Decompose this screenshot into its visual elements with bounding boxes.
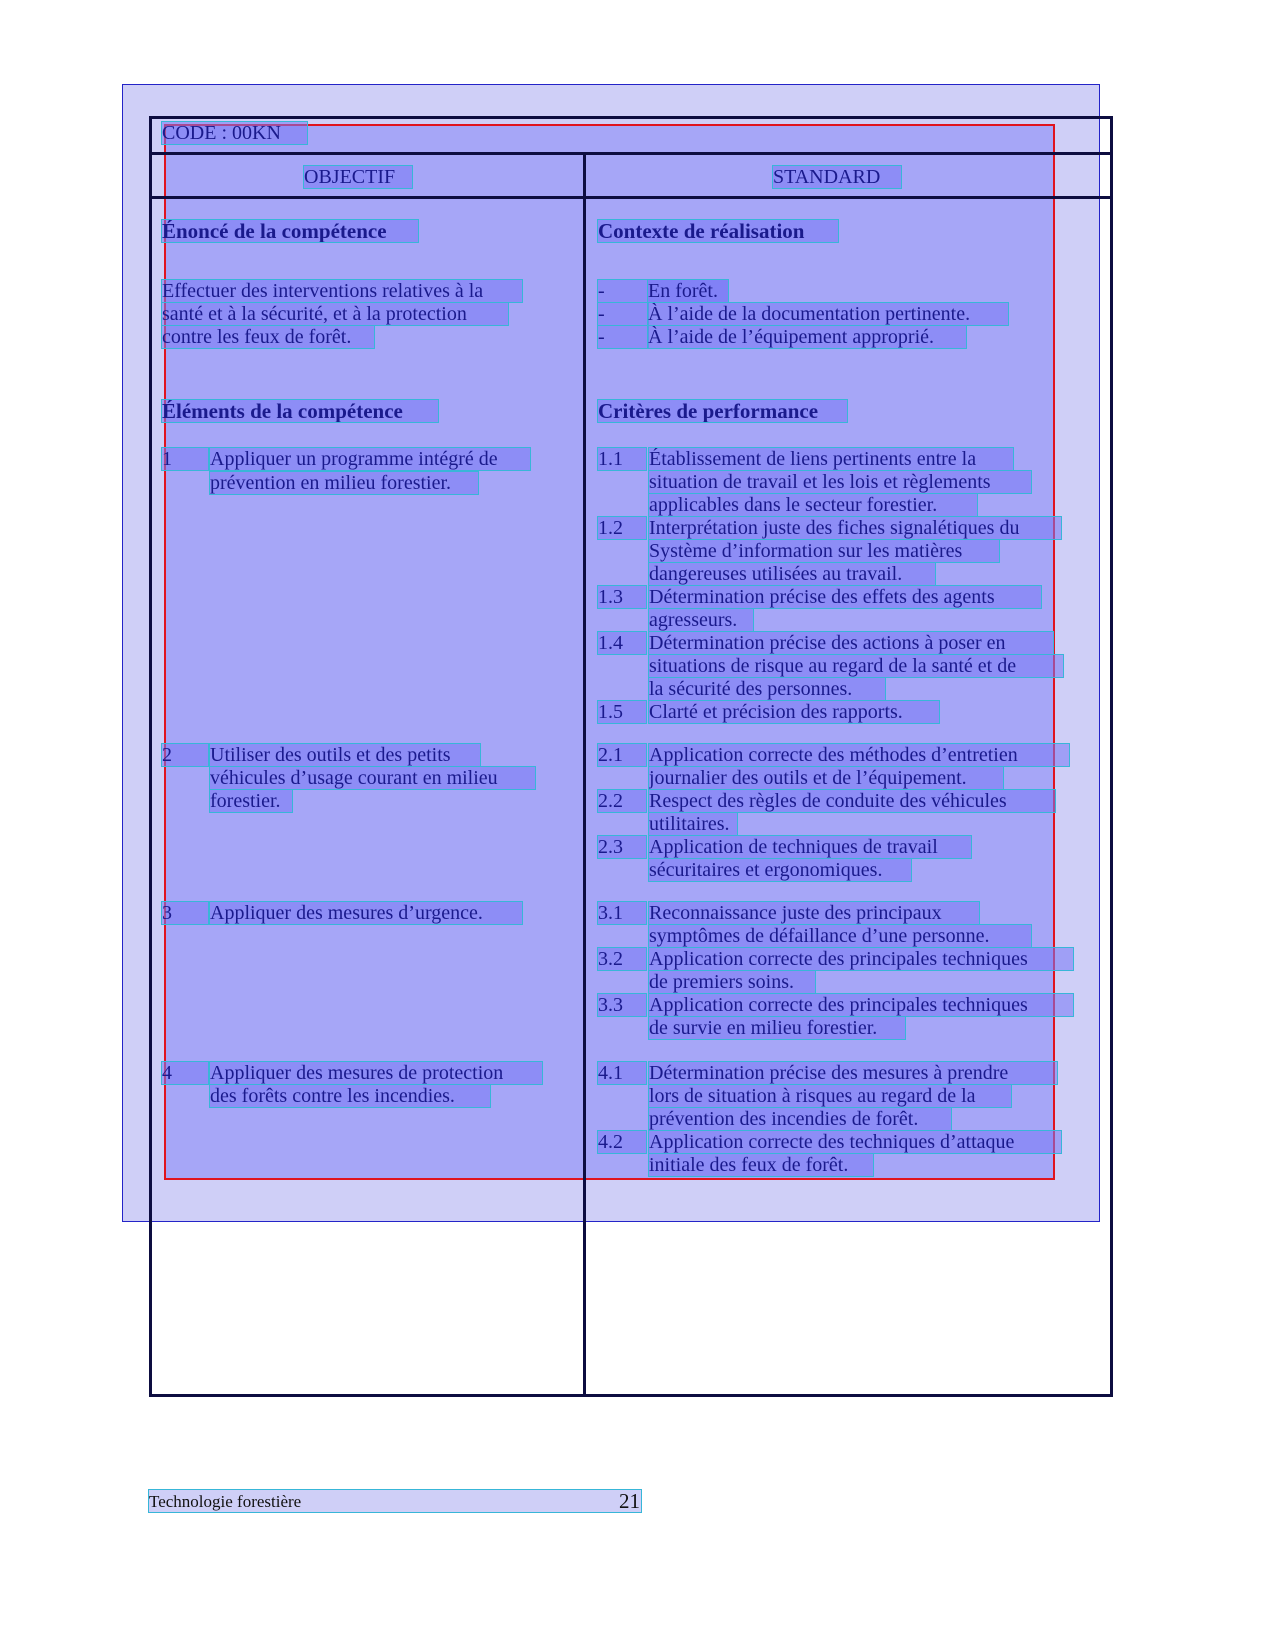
standard-header: STANDARD <box>773 166 901 188</box>
critere-line: dangereuses utilisées au travail. <box>649 563 935 585</box>
critere-line: Détermination précise des actions à poser en <box>649 632 1053 654</box>
table-border-right <box>1110 116 1113 1397</box>
critere-line: Détermination précise des effets des agents <box>649 586 1041 608</box>
critere-line: Application correcte des méthodes d’entretien <box>649 744 1069 766</box>
contexte-title: Contexte de réalisation <box>598 220 838 242</box>
element-number: 3 <box>162 902 208 924</box>
critere-line: la sécurité des personnes. <box>649 678 885 700</box>
element-line: des forêts contre les incendies. <box>210 1085 490 1107</box>
contexte-item: À l’aide de la documentation pertinente. <box>648 303 1008 325</box>
criteres-title: Critères de performance <box>598 400 847 422</box>
table-column-divider <box>583 152 586 1397</box>
critere-number: 1.4 <box>598 632 646 654</box>
critere-line: de survie en milieu forestier. <box>649 1017 905 1039</box>
critere-line: situation de travail et les lois et règlements <box>649 471 1031 493</box>
element-number: 2 <box>162 744 208 766</box>
critere-line: lors de situation à risques au regard de la <box>649 1085 1011 1107</box>
contexte-item: À l’aide de l’équipement approprié. <box>648 326 966 348</box>
critere-number: 2.3 <box>598 836 646 858</box>
footer-title: Technologie forestière <box>149 1492 302 1511</box>
critere-line: initiale des feux de forêt. <box>649 1154 873 1176</box>
table-border-top <box>149 116 1112 119</box>
critere-number: 1.3 <box>598 586 646 608</box>
table-divider-header <box>149 196 1112 199</box>
critere-line: situations de risque au regard de la santé et de <box>649 655 1063 677</box>
element-line: forestier. <box>210 790 292 812</box>
element-number: 1 <box>162 448 208 470</box>
critere-number: 1.5 <box>598 701 646 723</box>
contexte-bullet: - <box>598 326 648 348</box>
code-label: CODE : 00KN <box>162 122 307 144</box>
critere-number: 1.1 <box>598 448 646 470</box>
critere-line: Application correcte des principales techniques <box>649 948 1073 970</box>
critere-number: 2.1 <box>598 744 646 766</box>
critere-line: Respect des règles de conduite des véhicules <box>649 790 1055 812</box>
critere-number: 4.1 <box>598 1062 646 1084</box>
critere-line: Application correcte des principales techniques <box>649 994 1073 1016</box>
element-line: Appliquer des mesures de protection <box>210 1062 542 1084</box>
element-number: 4 <box>162 1062 208 1084</box>
page-number: 21 <box>619 1489 640 1513</box>
critere-line: Système d’information sur les matières <box>649 540 999 562</box>
critere-line: applicables dans le secteur forestier. <box>649 494 977 516</box>
critere-number: 3.2 <box>598 948 646 970</box>
critere-line: agresseurs. <box>649 609 753 631</box>
objectif-header: OBJECTIF <box>304 166 412 188</box>
table-border-bottom <box>149 1394 1112 1397</box>
critere-number: 4.2 <box>598 1131 646 1153</box>
critere-number: 1.2 <box>598 517 646 539</box>
contexte-bullet: - <box>598 280 728 302</box>
critere-line: sécuritaires et ergonomiques. <box>649 859 911 881</box>
footer-bar <box>149 1490 641 1512</box>
enonce-title: Énoncé de la compétence <box>162 220 418 242</box>
table-divider-code <box>149 152 1112 155</box>
critere-line: Établissement de liens pertinents entre la <box>649 448 1013 470</box>
element-line: Appliquer un programme intégré de <box>210 448 530 470</box>
critere-line: Application de techniques de travail <box>649 836 971 858</box>
critere-line: Clarté et précision des rapports. <box>649 701 939 723</box>
critere-line: Reconnaissance juste des principaux <box>649 902 979 924</box>
critere-line: de premiers soins. <box>649 971 815 993</box>
contexte-item: En forêt. <box>648 280 728 302</box>
elements-title: Éléments de la compétence <box>162 400 438 422</box>
critere-line: symptômes de défaillance d’une personne. <box>649 925 1031 947</box>
critere-line: Détermination précise des mesures à prendre <box>649 1062 1057 1084</box>
element-line: prévention en milieu forestier. <box>210 472 478 494</box>
critere-line: Application correcte des techniques d’attaque <box>649 1131 1061 1153</box>
critere-line: journalier des outils et de l’équipement. <box>649 767 1003 789</box>
element-line: Appliquer des mesures d’urgence. <box>210 902 522 924</box>
table-border-left <box>149 116 152 1397</box>
element-line: Utiliser des outils et des petits <box>210 744 480 766</box>
enonce-line: contre les feux de forêt. <box>162 326 374 348</box>
critere-line: utilitaires. <box>649 813 737 835</box>
enonce-line: Effectuer des interventions relatives à la <box>162 280 522 302</box>
critere-line: prévention des incendies de forêt. <box>649 1108 951 1130</box>
enonce-line: santé et à la sécurité, et à la protection <box>162 303 508 325</box>
element-line: véhicules d’usage courant en milieu <box>210 767 535 789</box>
critere-line: Interprétation juste des fiches signalétiques du <box>649 517 1061 539</box>
critere-number: 2.2 <box>598 790 646 812</box>
critere-number: 3.1 <box>598 902 646 924</box>
critere-number: 3.3 <box>598 994 646 1016</box>
contexte-bullet: - <box>598 303 648 325</box>
